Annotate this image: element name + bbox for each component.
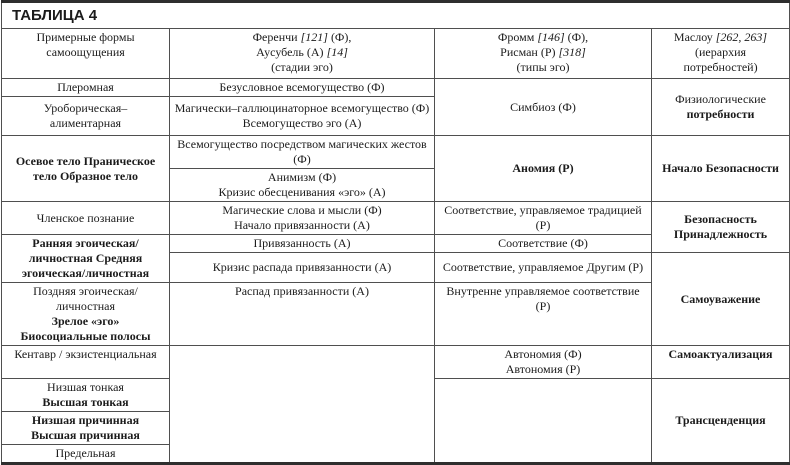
header-line: Аусубель (А) [14]: [256, 45, 348, 59]
cell-empty-col2-bottom: [170, 346, 435, 464]
cell-early-middle-egoic: Ранняя эгоическая/ личностная Средняя эгоическая/личностная: [2, 235, 170, 283]
cell-transcendence: Трансценденция: [652, 379, 790, 464]
cell-self-actualization: Самоактуализация: [652, 346, 790, 379]
cell-ultimate: Предельная: [2, 445, 170, 464]
citation-ref: [14]: [326, 45, 348, 59]
cell-safety-beginning: Начало Безопасности: [652, 136, 790, 202]
header-ferenczi-ausubel: [170, 29, 435, 79]
cell-subtle-bands: Низшая тонкая Высшая тонкая: [2, 379, 170, 412]
cell-unconditional-omnipotence: Безусловное всемогущество (Ф): [170, 79, 435, 97]
cell-omnipotence-gestures: Всемогущество посредством магических жестов (Ф): [170, 136, 435, 169]
cell-centaur-existential: Кентавр / экзистенциальная: [2, 346, 170, 379]
cell-attachment-breakup-crisis: Кризис распада привязанности (А): [170, 253, 435, 283]
cell-tradition-directed-conformity: Соответствие, управляемое традицией (Р): [435, 202, 652, 235]
header-line: (иерархия: [695, 45, 747, 59]
cell-attachment-decay: Распад привязанности (А): [170, 283, 435, 346]
cell-membership-cognition: Членское познание: [2, 202, 170, 235]
table-title: ТАБЛИЦА 4: [2, 2, 790, 29]
citation-ref: [121]: [300, 30, 328, 44]
cell-magical-hallucinatory: Магически–галлюцинаторное всемогущество (Ф) Всемогущество эго (А): [170, 97, 435, 136]
cell-uroboric-alimentary: Уроборическая– алиментарная: [2, 97, 170, 136]
cell-physiological-needs: Физиологические потребности: [652, 79, 790, 136]
header-line: Фромм [146] (Ф),: [497, 30, 589, 44]
cell-late-egoic-mature-ego: Поздняя эгоическая/личностная Зрелое «эго» Биосоциальные полосы: [2, 283, 170, 346]
cell-inner-directed-conformity: Внутренне управляемое соответствие (Р): [435, 283, 652, 346]
cell-empty-col3-bottom: [435, 379, 652, 464]
header-self-sense-forms: [2, 29, 170, 79]
header-line: Маслоу [262, 263]: [673, 30, 768, 44]
header-line: (типы эго): [516, 60, 570, 74]
cell-conformity: Соответствие (Ф): [435, 235, 652, 253]
cell-pleroma: Плеромная: [2, 79, 170, 97]
cell-other-directed-conformity: Соответствие, управляемое Другим (Р): [435, 253, 652, 283]
cell-attachment: Привязанность (А): [170, 235, 435, 253]
header-line: Примерные формы: [36, 30, 135, 44]
header-maslow: [652, 29, 790, 79]
citation-ref: [318]: [558, 45, 586, 59]
header-line: Ференчи [121] (Ф),: [252, 30, 352, 44]
comparison-table: [1, 0, 790, 465]
cell-axial-pranic-image-body: Осевое тело Праническое тело Образное тело: [2, 136, 170, 202]
header-line: (стадии эго): [271, 60, 333, 74]
header-line: самоощущения: [46, 45, 125, 59]
cell-animism-ego-devaluation: Анимизм (Ф) Кризис обесценивания «эго» (А): [170, 169, 435, 202]
cell-symbiosis: Симбиоз (Ф): [435, 79, 652, 136]
cell-anomie: Аномия (Р): [435, 136, 652, 202]
header-fromm-riesman: [435, 29, 652, 79]
cell-safety-belonging: Безопасность Принадлежность: [652, 202, 790, 253]
header-line: потребностей): [683, 60, 758, 74]
citation-ref: [146]: [537, 30, 565, 44]
cell-autonomy: Автономия (Ф) Автономия (Р): [435, 346, 652, 379]
cell-self-esteem: Самоуважение: [652, 253, 790, 346]
citation-ref: [262, 263]: [715, 30, 768, 44]
header-line: Рисман (Р) [318]: [500, 45, 586, 59]
cell-magic-words-thoughts: Магические слова и мысли (Ф) Начало привязанности (А): [170, 202, 435, 235]
cell-causal-bands: Низшая причинная Высшая причинная: [2, 412, 170, 445]
